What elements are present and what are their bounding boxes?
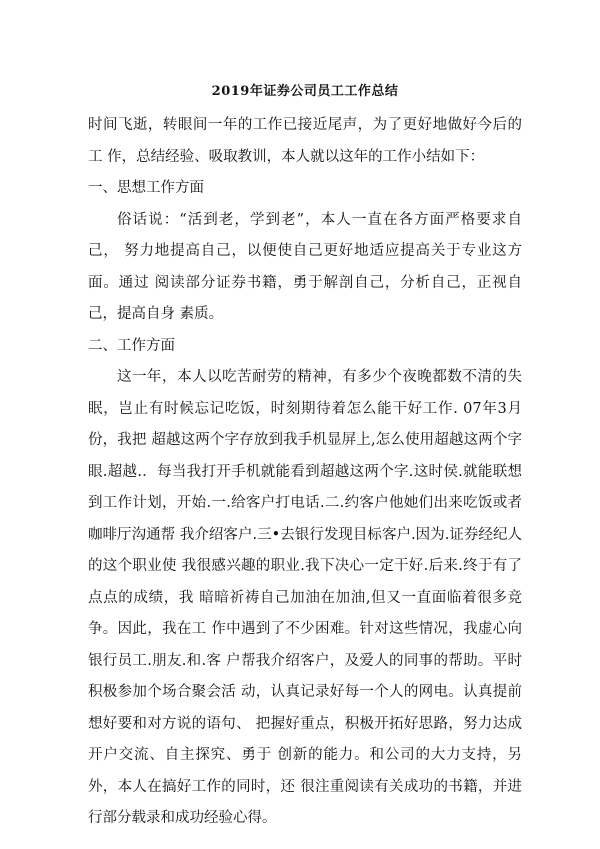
document-title: 2019年证券公司员工工作总结 [211, 84, 399, 99]
intro-paragraph: 时间飞逝，转眼间一年的工作已接近尾声，为了更好地做好今后的工 作，总结经验、吸取教训，本人就以这年的工作小结如下： [88, 117, 522, 165]
section-1-paragraph: 俗话说：“活到老，学到老”，本人一直在各方面严格要求自己， 努力地提高自己，以便使自己更好地适应提高关于专业这方面。通过 阅读部分证券书籍，勇于解剖自己，分析自己，正视自己，提高自身 素质。 [88, 211, 522, 322]
section-2-heading: 二、工作方面 [88, 337, 175, 354]
section-2-paragraph: 这一年，本人以吃苦耐劳的精神，有多少个夜晚都数不清的失眠，岂止有时候忘记吃饭，时刻期待着怎么能干好工作. 07年3月份，我把 超越这两个字存放到我手机显屏上,怎么使用超越这两个字眼.超越.．每当我打开手机就能看到超越这两个字.这时侯.就能联想到工作计划，开始.一.给客户打电话.二.约客户他她们出来吃饭或者咖啡厅沟通帮 我介绍客户.三•去银行发现目标客户.因为.证券经纪人的这个职业使 我很感兴趣的职业.我下决心一定干好.后来.终于有了点点的成绩，我 暗暗祈祷自己加油在加油,但又一直面临着很多竞争。因此，我在工 作中遇到了不少困难。针对这些情况，我虚心向银行员工.朋友.和.客 户帮我介绍客户，及爱人的同事的帮助。平时积极参加个场合聚会活 动，认真记录好每一个人的网电。认真提前想好要和对方说的语句、 把握好重点，积极开拓好思路，努力达成开户交流、自主探究、勇于 创新的能力。和公司的大力支持，另外，本人在搞好工作的同时，还 很注重阅读有关成功的书籍，并进行部分载录和成功经验心得。 [88, 369, 522, 826]
section-1-heading: 一、思想工作方面 [88, 180, 204, 196]
